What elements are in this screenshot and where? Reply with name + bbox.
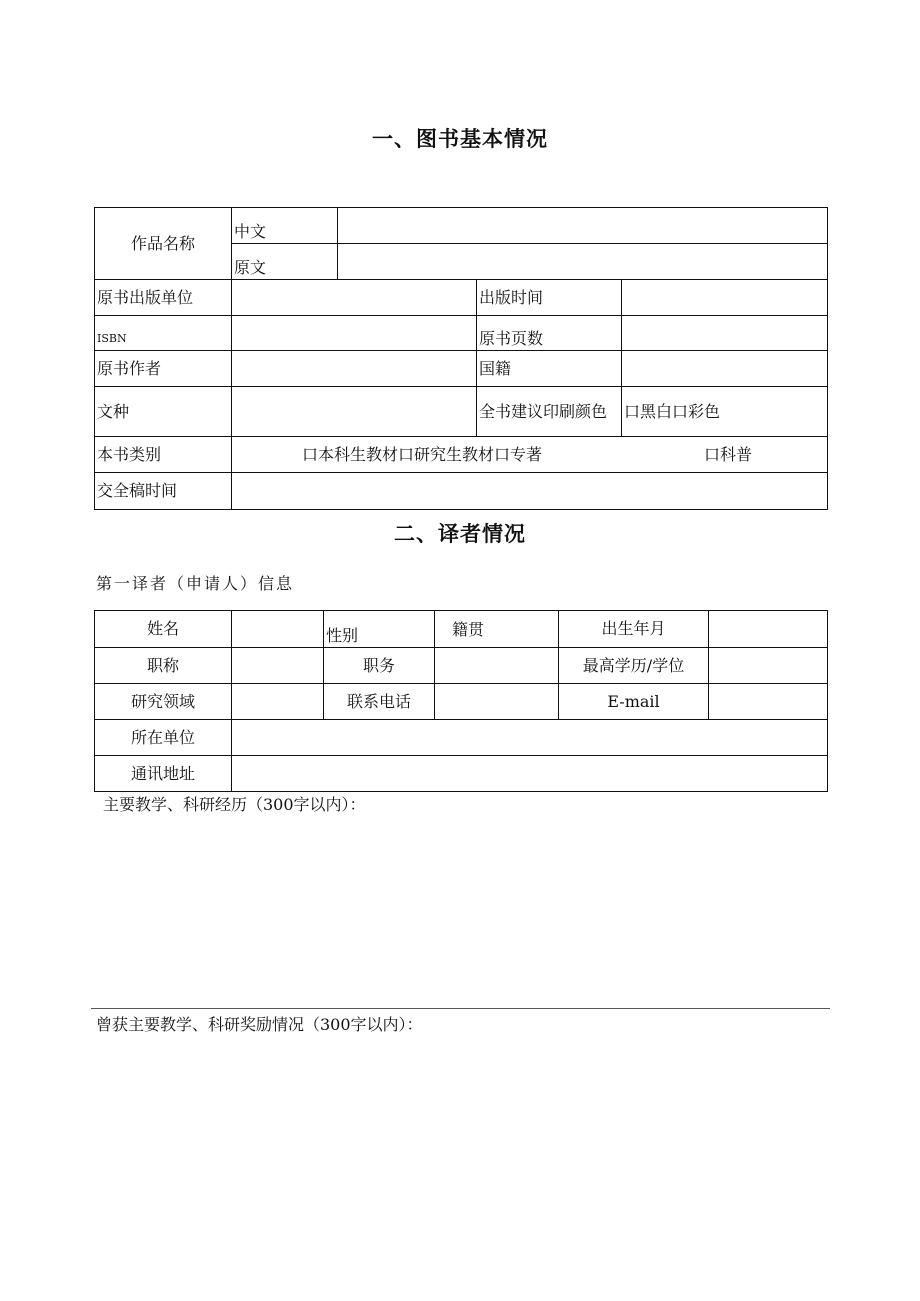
gender-field[interactable] <box>435 611 559 648</box>
address-field[interactable] <box>232 756 828 792</box>
delivery-time-label: 交全稿时间 <box>95 473 232 510</box>
language-field[interactable] <box>232 387 477 437</box>
awards-text-area[interactable] <box>94 1040 827 1240</box>
chinese-title-field[interactable] <box>338 208 828 244</box>
experience-label: 主要教学、科研经历（300字以内）： <box>103 795 366 814</box>
category-options[interactable]: 口本科生教材口研究生教材口专著 <box>302 445 543 464</box>
pub-time-label: 出版时间 <box>477 280 622 316</box>
delivery-time-field[interactable] <box>232 473 828 510</box>
gender-label: 性别 <box>324 611 435 648</box>
title-field[interactable] <box>232 648 324 684</box>
translator-table <box>94 610 828 792</box>
position-field[interactable] <box>435 648 559 684</box>
category-options-cell[interactable] <box>232 437 828 473</box>
experience-text-area[interactable] <box>94 818 827 1006</box>
category-popular-option[interactable]: 口科普 <box>704 445 753 464</box>
pages-label: 原书页数 <box>477 316 622 351</box>
unit-label: 所在单位 <box>95 720 232 756</box>
phone-label: 联系电话 <box>324 684 435 720</box>
research-label: 研究领域 <box>95 684 232 720</box>
phone-field[interactable] <box>435 684 559 720</box>
degree-label: 最高学历/学位 <box>559 648 709 684</box>
birth-label: 出生年月 <box>559 611 709 648</box>
section-title-book-info: 一、图书基本情况 <box>372 127 548 151</box>
email-field[interactable] <box>709 684 828 720</box>
author-label: 原书作者 <box>95 351 232 387</box>
name-field[interactable] <box>232 611 324 648</box>
email-label: E-mail <box>559 684 709 720</box>
isbn-field[interactable] <box>232 316 477 351</box>
author-field[interactable] <box>232 351 477 387</box>
print-color-label: 全书建议印刷颜色 <box>477 387 622 437</box>
publisher-label: 原书出版单位 <box>95 280 232 316</box>
nationality-field[interactable] <box>622 351 828 387</box>
title-label: 职称 <box>95 648 232 684</box>
pub-time-field[interactable] <box>622 280 828 316</box>
awards-label: 曾获主要教学、科研奖励情况（300字以内）： <box>96 1015 423 1034</box>
original-title-field[interactable] <box>338 244 828 280</box>
section-title-translator: 二、译者情况 <box>394 522 526 546</box>
unit-field[interactable] <box>232 720 828 756</box>
nationality-label: 国籍 <box>477 351 622 387</box>
book-info-table <box>94 207 828 510</box>
section-divider <box>91 1008 830 1009</box>
birth-field[interactable] <box>709 611 828 648</box>
degree-field[interactable] <box>709 648 828 684</box>
print-color-options[interactable]: 口黑白口彩色 <box>622 387 828 437</box>
work-name-label: 作品名称 <box>95 208 232 280</box>
chinese-label: 中文 <box>232 208 338 244</box>
publisher-field[interactable] <box>232 280 477 316</box>
isbn-label: ISBN <box>95 316 232 351</box>
address-label: 通讯地址 <box>95 756 232 792</box>
native-place-label: 籍贯 <box>452 620 485 639</box>
name-label: 姓名 <box>95 611 232 648</box>
first-translator-heading: 第一译者（申请人）信息 <box>96 574 295 593</box>
language-label: 文种 <box>95 387 232 437</box>
original-label: 原文 <box>232 244 338 280</box>
research-field[interactable] <box>232 684 324 720</box>
pages-field[interactable] <box>622 316 828 351</box>
category-label: 本书类别 <box>95 437 232 473</box>
position-label: 职务 <box>324 648 435 684</box>
